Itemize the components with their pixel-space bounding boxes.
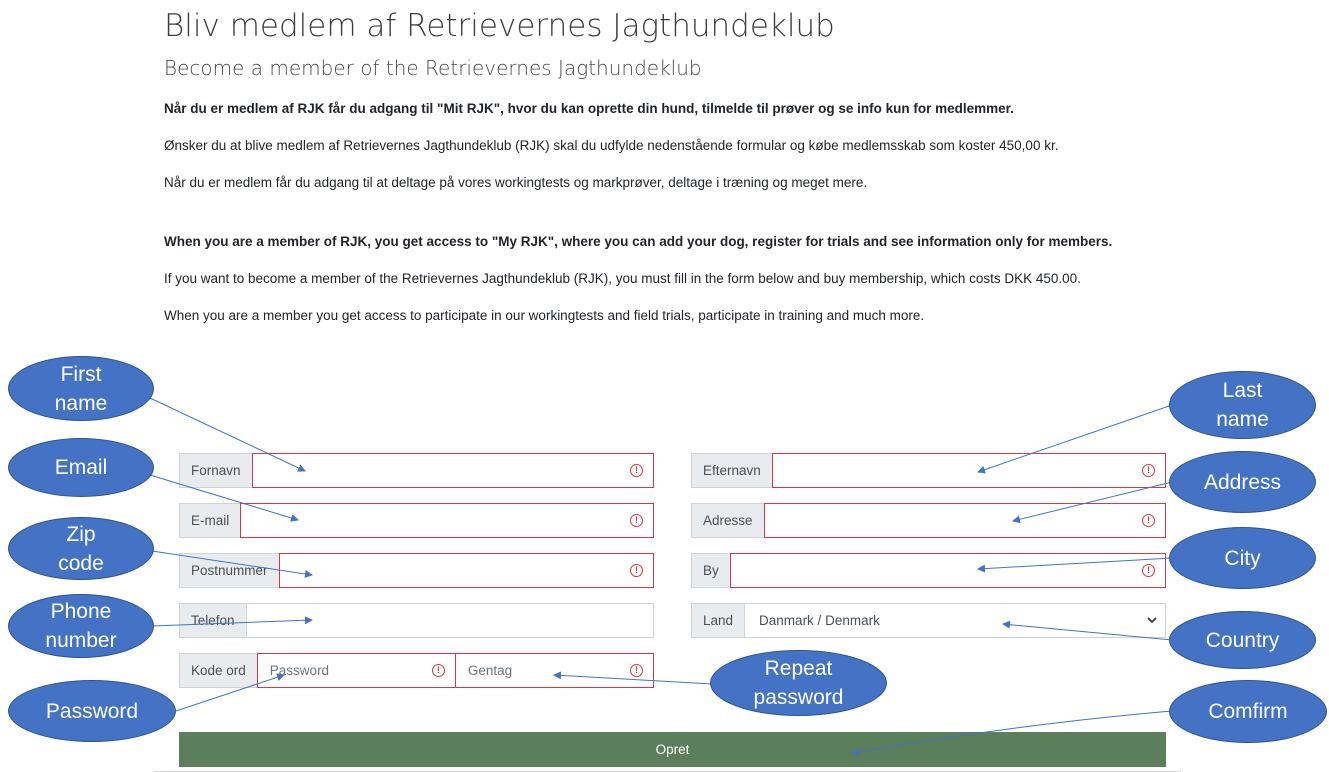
country-label: Land [691, 603, 744, 638]
intro-danish-benefits: Når du er medlem får du adgang til at deltage på vores workingtests og markprøver, deltage i træning og meget mere. [164, 175, 868, 190]
password-label: Kode ord [179, 653, 257, 688]
phone-label: Telefon [179, 603, 246, 638]
email-group [179, 503, 654, 538]
password-input[interactable] [257, 653, 455, 688]
address-group [691, 503, 1166, 538]
callout-country: Country [1169, 611, 1316, 669]
last-name-group [691, 453, 1166, 488]
error-icon: ! [630, 464, 643, 477]
email-input[interactable] [240, 503, 654, 538]
create-account-button[interactable]: Opret [179, 732, 1166, 767]
chevron-down-icon [1145, 613, 1159, 627]
callout-city: City [1169, 527, 1316, 589]
repeat-password-placeholder: Gentag [467, 663, 513, 678]
callout-repeat-password: Repeat password [710, 650, 887, 716]
city-input[interactable] [730, 553, 1166, 588]
last-name-label: Efternavn [691, 453, 772, 488]
country-group [691, 603, 1166, 638]
error-icon: ! [630, 564, 643, 577]
page-title: Bliv medlem af Retrievernes Jagthundeklub [164, 8, 835, 44]
zip-input[interactable] [279, 553, 654, 588]
callout-password: Password [8, 680, 176, 742]
error-icon: ! [432, 664, 445, 677]
error-icon: ! [1142, 564, 1155, 577]
first-name-input[interactable] [252, 453, 654, 488]
page-subtitle: Become a member of the Retrievernes Jagthundeklub [164, 56, 702, 80]
phone-input[interactable] [246, 603, 654, 638]
intro-english-price: If you want to become a member of the Retrievernes Jagthundeklub (RJK), you must fill in the form below and buy membership, which costs DKK 450.00. [164, 271, 1081, 286]
callout-last-name: Last name [1169, 371, 1316, 439]
error-icon: ! [1142, 464, 1155, 477]
callout-first-name: First name [8, 356, 154, 421]
first-name-group [179, 453, 654, 488]
password-group [179, 653, 654, 688]
address-label: Adresse [691, 503, 764, 538]
repeat-password-input[interactable] [455, 653, 654, 688]
intro-english-bold: When you are a member of RJK, you get access to "My RJK", where you can add your dog, register for trials and see information only for members. [164, 234, 1113, 249]
callout-address: Address [1169, 451, 1316, 513]
email-label: E-mail [179, 503, 240, 538]
city-label: By [691, 553, 730, 588]
error-icon: ! [630, 664, 643, 677]
callout-phone-number: Phone number [8, 594, 154, 658]
last-name-input[interactable] [772, 453, 1166, 488]
phone-group [179, 603, 654, 638]
city-group [691, 553, 1166, 588]
zip-label: Postnummer [179, 553, 279, 588]
error-icon: ! [630, 514, 643, 527]
callout-email: Email [8, 438, 154, 497]
zip-group [179, 553, 654, 588]
intro-danish-bold: Når du er medlem af RJK får du adgang til "Mit RJK", hvor du kan oprette din hund, tilmelde til prøver og se info kun for medlemmer. [164, 101, 1014, 116]
error-icon: ! [1142, 514, 1155, 527]
password-placeholder: Password [269, 663, 330, 678]
address-input[interactable] [764, 503, 1166, 538]
intro-english-benefits: When you are a member you get access to participate in our workingtests and field trials, participate in training and much more. [164, 308, 925, 323]
country-select[interactable] [744, 603, 1166, 638]
callout-zip-code: Zip code [8, 517, 154, 580]
callout-confirm: Comfirm [1169, 680, 1327, 743]
country-selected-value: Danmark / Denmark [759, 613, 880, 628]
intro-danish-price: Ønsker du at blive medlem af Retrievernes Jagthundeklub (RJK) skal du udfylde nedenstående formular og købe medlemsskab som koster 450,00 kr. [164, 138, 1059, 153]
first-name-label: Fornavn [179, 453, 252, 488]
